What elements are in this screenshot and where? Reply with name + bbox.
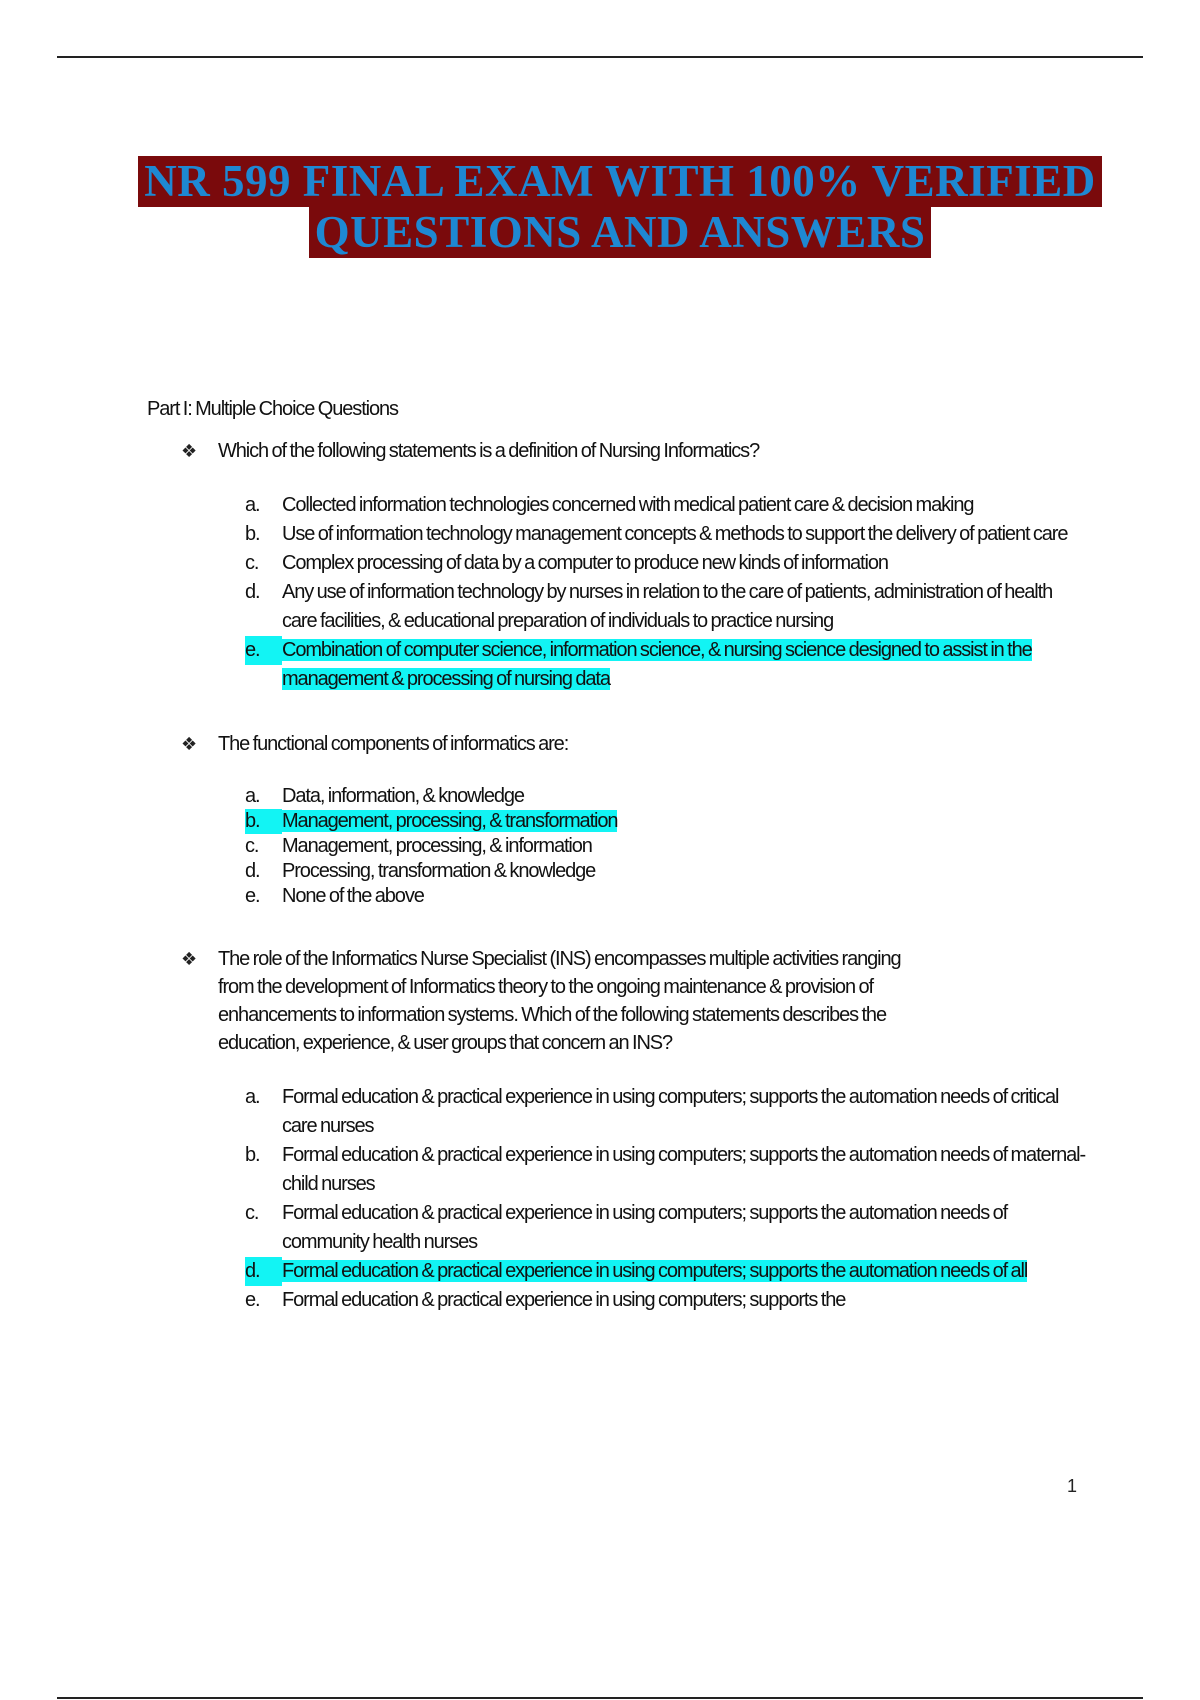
option-e [147, 884, 1087, 909]
option-letter: e. [245, 636, 282, 665]
option-text: Formal education & practical experience in using computers; supports the automation needs of community health nurses [282, 1202, 1008, 1253]
document-title [100, 156, 1140, 258]
option-text: None of the above [282, 885, 424, 907]
option-text: Management, processing, & information [282, 835, 592, 857]
option-a [147, 1083, 1087, 1141]
title-line-1: NR 599 FINAL EXAM WITH 100% VERIFIED [138, 156, 1101, 207]
answer-options [147, 1083, 1086, 1315]
option-letter: a. [245, 785, 260, 807]
option-text: Formal education & practical experience in using computers; supports the automation needs of critical care nurses [282, 1086, 1059, 1137]
document-body [147, 395, 1086, 1351]
page-number: 1 [1067, 1476, 1078, 1496]
option-d-correct [147, 1257, 1087, 1286]
option-b [147, 520, 1087, 549]
option-c [147, 549, 1087, 578]
highlighted-answer-text: Combination of computer science, information science, & nursing science designed to assist in the management & processing of nursing data [282, 639, 1032, 690]
option-text: Use of information technology management concepts & methods to support the delivery of patient care [282, 523, 1068, 545]
question-2 [147, 730, 967, 909]
answer-options [147, 784, 967, 909]
highlighted-answer-text: Formal education & practical experience in using computers; supports the automation needs of all [282, 1260, 1028, 1282]
top-rule [57, 56, 1143, 58]
option-c [147, 834, 1087, 859]
question-3 [147, 945, 1086, 1315]
option-a [147, 491, 1087, 520]
option-letter: d. [245, 1257, 282, 1286]
option-b-correct [147, 809, 1087, 834]
bottom-rule [57, 1697, 1143, 1699]
option-text: Formal education & practical experience in using computers; supports the automation needs of maternal-child nurses [282, 1144, 1086, 1195]
question-text: The functional components of informatics are: [218, 733, 569, 755]
highlighted-answer-text: Management, processing, & transformation [282, 810, 618, 832]
option-letter: c. [245, 552, 259, 574]
diamond-bullet-icon: ❖ [181, 441, 197, 461]
option-letter: c. [245, 835, 259, 857]
option-e-correct [147, 636, 1087, 694]
option-text: Complex processing of data by a computer to produce new kinds of information [282, 552, 888, 574]
diamond-bullet-icon: ❖ [181, 949, 197, 969]
option-letter: e. [245, 885, 260, 907]
answer-options [147, 491, 1068, 694]
question-stem [147, 945, 938, 1057]
option-text: Formal education & practical experience in using computers; supports the [282, 1289, 846, 1311]
question-stem [147, 437, 938, 465]
option-letter: b. [245, 809, 282, 834]
option-b [147, 1141, 1087, 1199]
option-letter: d. [245, 860, 260, 882]
option-letter: a. [245, 1086, 260, 1108]
option-e [147, 1286, 1087, 1315]
option-c [147, 1199, 1087, 1257]
option-text: Processing, transformation & knowledge [282, 860, 596, 882]
option-d [147, 859, 1087, 884]
option-text: Collected information technologies concerned with medical patient care & decision making [282, 494, 974, 516]
option-text: Data, information, & knowledge [282, 785, 524, 807]
question-1 [147, 437, 1068, 694]
option-letter: c. [245, 1202, 259, 1224]
question-text: The role of the Informatics Nurse Specialist (INS) encompasses multiple activities ranging from the development of Informatics theory to the ongoing maintenance & provision of enhancements to information systems. Which of the following statements describes the education, experience, & user groups that concern an INS? [218, 948, 901, 1054]
title-line-2: QUESTIONS AND ANSWERS [309, 207, 932, 258]
question-stem [147, 730, 938, 758]
option-letter: a. [245, 494, 260, 516]
part-heading: Part I: Multiple Choice Questions [147, 398, 398, 420]
option-d [147, 578, 1087, 636]
option-letter: b. [245, 1144, 260, 1166]
option-text: Any use of information technology by nurses in relation to the care of patients, administration of health care facilities, & educational preparation of individuals to practice nursing [282, 581, 1053, 632]
option-letter: e. [245, 1289, 260, 1311]
option-a [147, 784, 1087, 809]
question-text: Which of the following statements is a definition of Nursing Informatics? [218, 440, 760, 462]
option-letter: b. [245, 523, 260, 545]
diamond-bullet-icon: ❖ [181, 734, 197, 754]
option-letter: d. [245, 581, 260, 603]
